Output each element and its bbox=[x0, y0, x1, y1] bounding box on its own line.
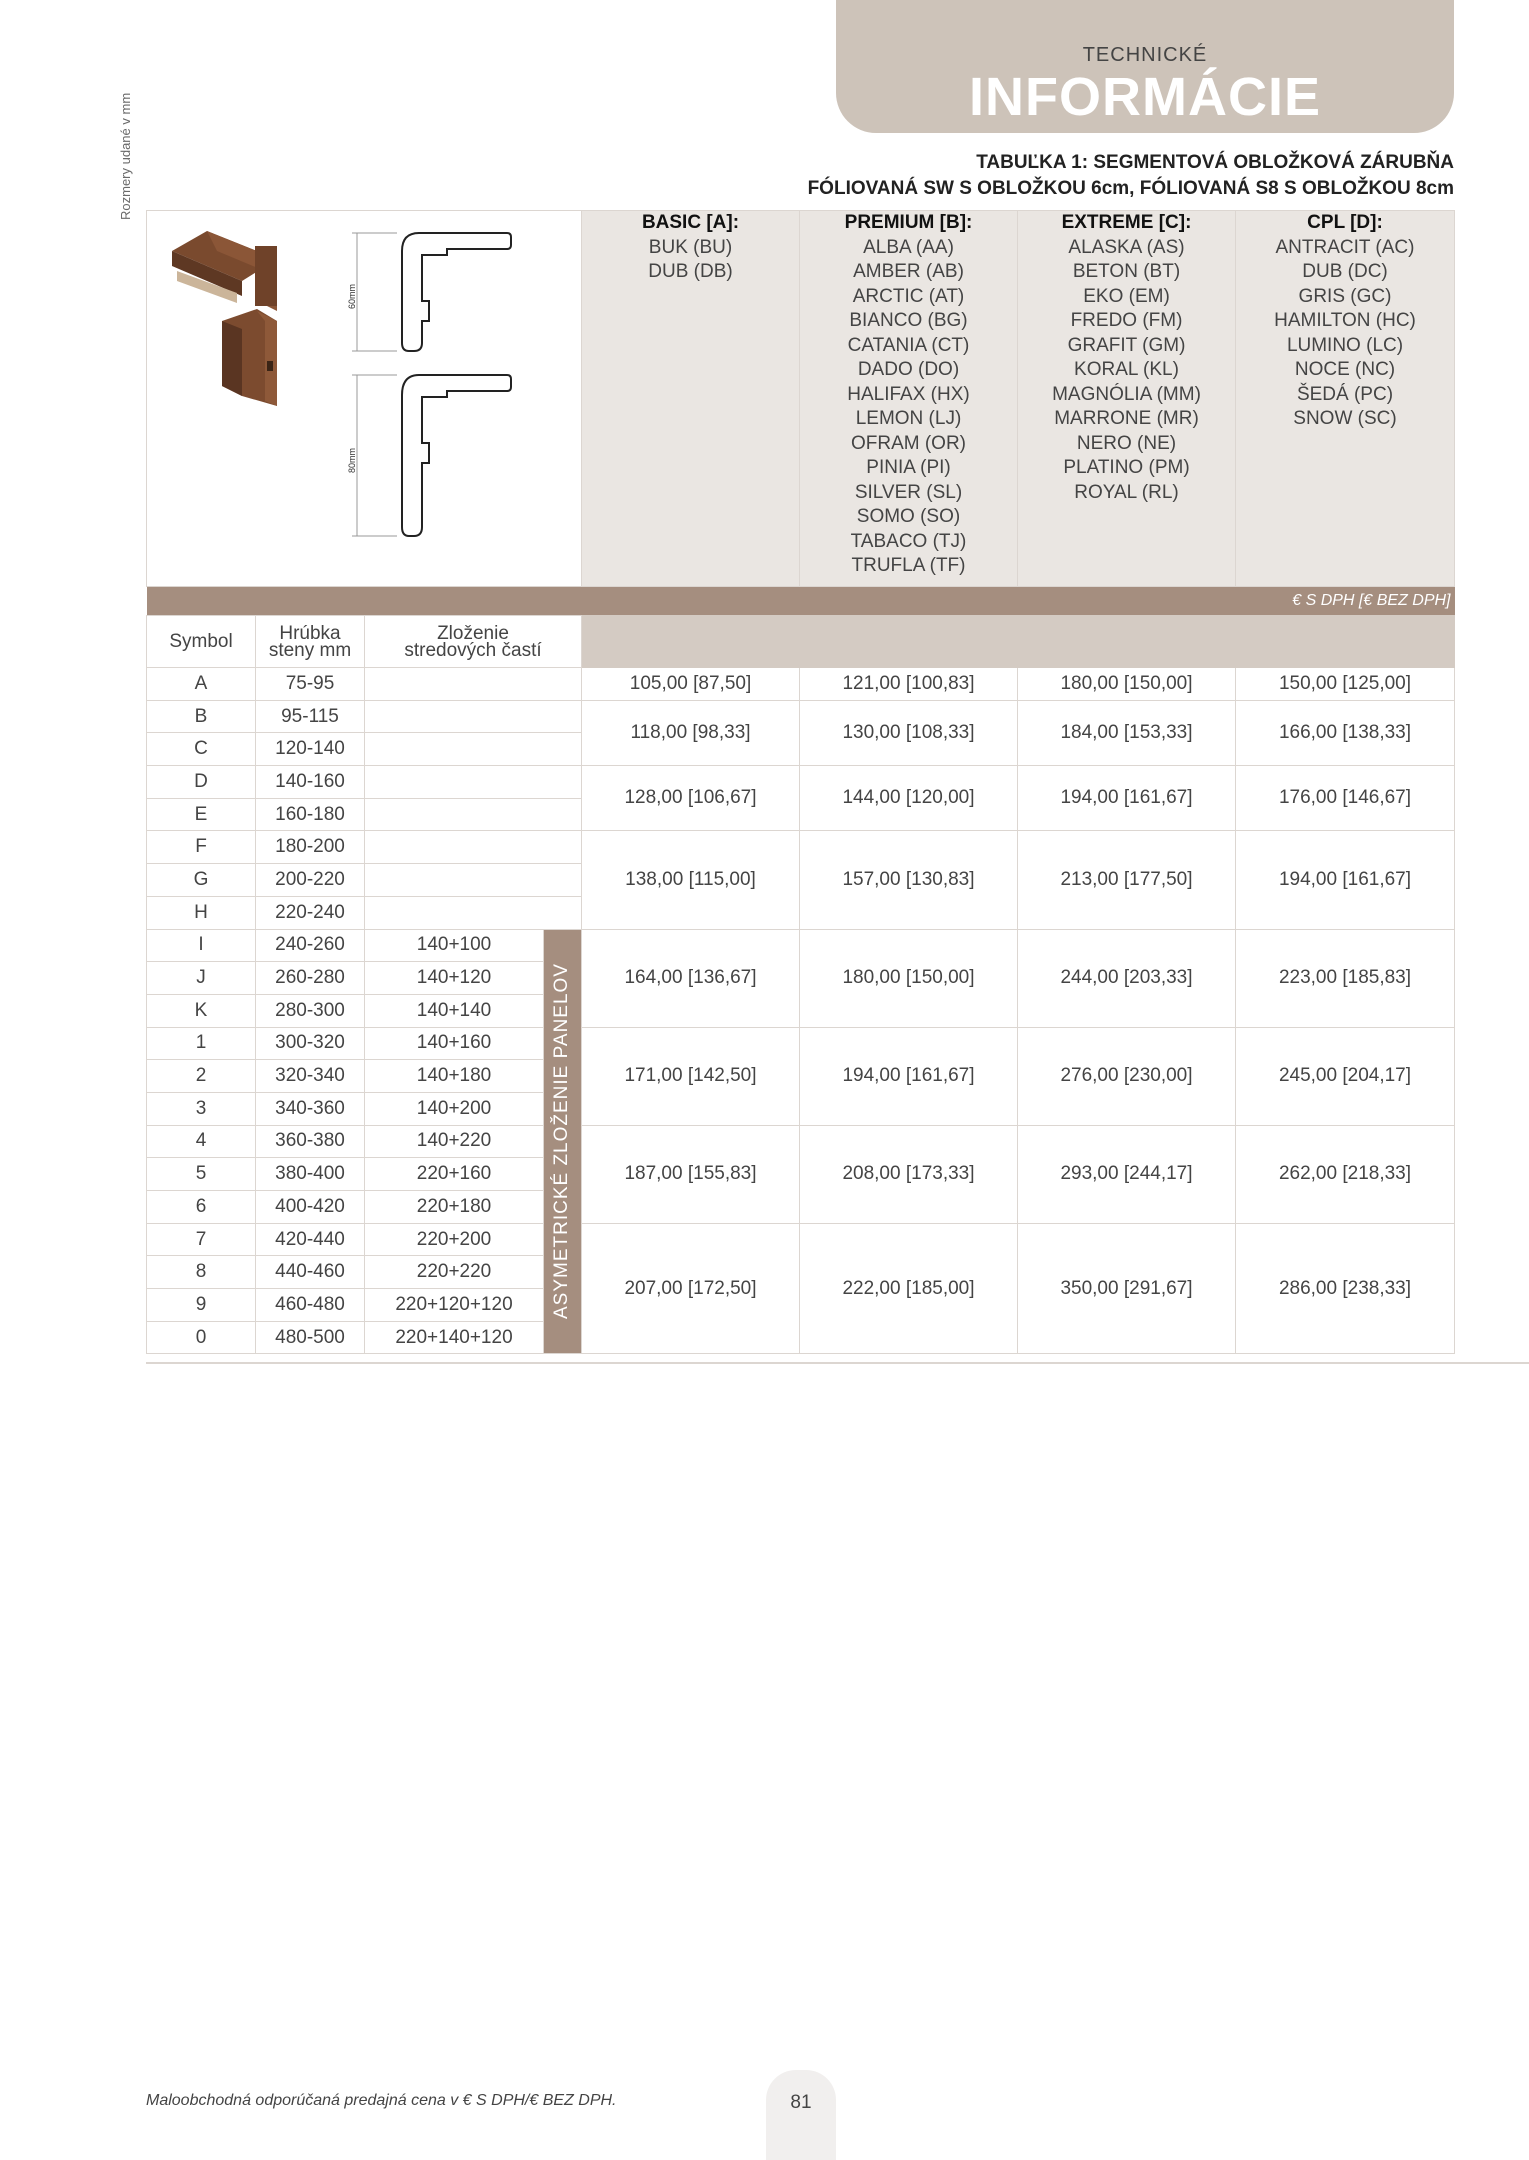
column-header-composition-line-1: Zloženie bbox=[437, 622, 509, 644]
composition-cell bbox=[365, 700, 582, 733]
price-cell: 207,00 [172,50] bbox=[582, 1223, 800, 1354]
composition-cell: 220+220 bbox=[365, 1256, 544, 1289]
price-cell: 208,00 [173,33] bbox=[800, 1125, 1018, 1223]
side-note-units: Rozmery udané v mm bbox=[118, 92, 133, 220]
column-header-thickness bbox=[256, 616, 365, 668]
column-header-blank bbox=[582, 616, 1455, 668]
composition-cell bbox=[365, 798, 582, 831]
price-cell: 121,00 [100,83] bbox=[800, 668, 1018, 701]
composition-cell bbox=[365, 668, 582, 701]
header-subtitle: TECHNICKÉ bbox=[1082, 44, 1208, 66]
price-cell: 293,00 [244,17] bbox=[1018, 1125, 1236, 1223]
composition-cell bbox=[365, 896, 582, 929]
symbol-cell: B bbox=[147, 700, 256, 733]
composition-cell: 140+120 bbox=[365, 962, 544, 995]
table-row bbox=[147, 831, 1455, 864]
symbol-cell: 6 bbox=[147, 1191, 256, 1224]
column-header-row bbox=[147, 616, 1455, 668]
color-variant: KORAL (KL) bbox=[1074, 359, 1179, 380]
color-variant: GRIS (GC) bbox=[1298, 285, 1392, 307]
price-cell: 222,00 [185,00] bbox=[800, 1223, 1018, 1354]
table-title-line-1: TABUĽKA 1: SEGMENTOVÁ OBLOŽKOVÁ ZÁRUBŇA bbox=[976, 152, 1454, 173]
color-variant: AMBER (AB) bbox=[853, 261, 964, 282]
symbol-cell: C bbox=[147, 733, 256, 766]
thickness-cell: 280-300 bbox=[256, 994, 365, 1027]
door-frame-illustration-icon bbox=[147, 211, 582, 581]
symbol-cell: 4 bbox=[147, 1125, 256, 1158]
price-cell: 105,00 [87,50] bbox=[582, 668, 800, 701]
price-cell: 194,00 [161,67] bbox=[1018, 766, 1236, 831]
product-image-cell bbox=[147, 211, 582, 587]
thickness-cell: 420-440 bbox=[256, 1223, 365, 1256]
asymmetric-label-cell bbox=[544, 929, 582, 1354]
composition-cell: 140+180 bbox=[365, 1060, 544, 1093]
color-variant: FREDO (FM) bbox=[1070, 310, 1183, 331]
composition-cell: 140+160 bbox=[365, 1027, 544, 1060]
thickness-cell: 340-360 bbox=[256, 1092, 365, 1125]
color-variant: LEMON (LJ) bbox=[855, 408, 962, 429]
page-number-tab bbox=[766, 2070, 836, 2160]
price-cell: 144,00 [120,00] bbox=[800, 766, 1018, 831]
composition-cell: 140+140 bbox=[365, 994, 544, 1027]
category-column bbox=[800, 211, 1018, 587]
thickness-cell: 200-220 bbox=[256, 864, 365, 897]
column-header-thickness-line-2: steny mm bbox=[268, 639, 352, 661]
thickness-cell: 120-140 bbox=[256, 733, 365, 766]
thickness-cell: 140-160 bbox=[256, 766, 365, 799]
color-variant: CATANIA (CT) bbox=[847, 334, 970, 356]
color-variant: DADO (DO) bbox=[857, 359, 960, 380]
color-variant: DUB (DB) bbox=[648, 261, 733, 282]
composition-cell: 220+120+120 bbox=[365, 1289, 544, 1322]
thickness-cell: 440-460 bbox=[256, 1256, 365, 1289]
asymmetric-label: ASYMETRICKÉ ZLOŽENIE PANELOV bbox=[550, 963, 572, 1320]
color-variant: PLATINO (PM) bbox=[1063, 457, 1190, 478]
column-header-thickness-line-1: Hrúbka bbox=[279, 622, 341, 644]
category-heading: BASIC [A]: bbox=[641, 212, 740, 233]
thickness-cell: 300-320 bbox=[256, 1027, 365, 1060]
category-heading: CPL [D]: bbox=[1307, 212, 1383, 233]
color-variant: GRAFIT (GM) bbox=[1067, 334, 1186, 356]
thickness-cell: 160-180 bbox=[256, 798, 365, 831]
thickness-cell: 220-240 bbox=[256, 896, 365, 929]
price-cell: 164,00 [136,67] bbox=[582, 929, 800, 1027]
color-variant: NERO (NE) bbox=[1076, 432, 1177, 454]
thickness-cell: 95-115 bbox=[256, 700, 365, 733]
category-column bbox=[1236, 211, 1455, 587]
price-cell: 130,00 [108,33] bbox=[800, 700, 1018, 765]
footer-note: Maloobchodná odporúčaná predajná cena v € S DPH/€ BEZ DPH. bbox=[146, 2092, 617, 2109]
symbol-cell: 8 bbox=[147, 1256, 256, 1289]
composition-cell bbox=[365, 733, 582, 766]
table-title-line-2: FÓLIOVANÁ SW S OBLOŽKOU 6cm, FÓLIOVANÁ S8 S OBLOŽKOU 8cm bbox=[807, 178, 1454, 199]
color-variant: BETON (BT) bbox=[1072, 261, 1181, 282]
price-cell: 128,00 [106,67] bbox=[582, 766, 800, 831]
price-cell: 118,00 [98,33] bbox=[582, 700, 800, 765]
symbol-cell: 1 bbox=[147, 1027, 256, 1060]
table-row bbox=[147, 929, 1455, 962]
composition-cell: 220+200 bbox=[365, 1223, 544, 1256]
composition-cell: 140+200 bbox=[365, 1092, 544, 1125]
symbol-cell: I bbox=[147, 929, 256, 962]
table-row bbox=[147, 700, 1455, 733]
section-header bbox=[836, 0, 1454, 133]
composition-cell bbox=[365, 766, 582, 799]
page-number: 81 bbox=[790, 2092, 812, 2113]
price-cell: 194,00 [161,67] bbox=[1236, 831, 1455, 929]
thickness-cell: 240-260 bbox=[256, 929, 365, 962]
price-cell: 244,00 [203,33] bbox=[1018, 929, 1236, 1027]
symbol-cell: G bbox=[147, 864, 256, 897]
table-row bbox=[147, 766, 1455, 799]
symbol-cell: J bbox=[147, 962, 256, 995]
divider-line bbox=[146, 1362, 1529, 1364]
price-band-label: € S DPH [€ BEZ DPH] bbox=[147, 587, 1455, 616]
symbol-cell: H bbox=[147, 896, 256, 929]
color-variant: BIANCO (BG) bbox=[849, 310, 968, 331]
price-cell: 276,00 [230,00] bbox=[1018, 1027, 1236, 1125]
table-row bbox=[147, 1125, 1455, 1158]
thickness-cell: 260-280 bbox=[256, 962, 365, 995]
color-variant: ANTRACIT (AC) bbox=[1275, 236, 1415, 258]
color-variant: ALBA (AA) bbox=[863, 236, 954, 258]
color-variant: HALIFAX (HX) bbox=[847, 383, 970, 405]
table-row bbox=[147, 668, 1455, 701]
composition-cell: 220+160 bbox=[365, 1158, 544, 1191]
header-title: INFORMÁCIE bbox=[969, 67, 1321, 127]
color-variant: ALASKA (AS) bbox=[1068, 236, 1185, 258]
symbol-cell: E bbox=[147, 798, 256, 831]
table-row bbox=[147, 1223, 1455, 1256]
column-header-composition-line-2: stredových častí bbox=[404, 639, 542, 661]
color-variant: DUB (DC) bbox=[1302, 261, 1388, 282]
thickness-cell: 75-95 bbox=[256, 668, 365, 701]
symbol-cell: K bbox=[147, 994, 256, 1027]
color-variant: PINIA (PI) bbox=[866, 457, 951, 478]
thickness-cell: 480-500 bbox=[256, 1321, 365, 1354]
price-cell: 180,00 [150,00] bbox=[800, 929, 1018, 1027]
color-variant: MAGNÓLIA (MM) bbox=[1052, 383, 1201, 405]
column-header-symbol: Symbol bbox=[147, 616, 256, 668]
color-variant: SOMO (SO) bbox=[856, 506, 961, 527]
table-title bbox=[554, 150, 1454, 202]
color-variant: ARCTIC (AT) bbox=[852, 285, 965, 307]
symbol-cell: 3 bbox=[147, 1092, 256, 1125]
thickness-cell: 460-480 bbox=[256, 1289, 365, 1322]
symbol-cell: 5 bbox=[147, 1158, 256, 1191]
thickness-cell: 400-420 bbox=[256, 1191, 365, 1224]
price-band-row bbox=[147, 587, 1455, 616]
category-column bbox=[582, 211, 800, 587]
symbol-cell: D bbox=[147, 766, 256, 799]
price-cell: 223,00 [185,83] bbox=[1236, 929, 1455, 1027]
color-variant: HAMILTON (HC) bbox=[1274, 310, 1416, 331]
symbol-cell: F bbox=[147, 831, 256, 864]
symbol-cell: 2 bbox=[147, 1060, 256, 1093]
symbol-cell: 7 bbox=[147, 1223, 256, 1256]
price-cell: 187,00 [155,83] bbox=[582, 1125, 800, 1223]
price-cell: 166,00 [138,33] bbox=[1236, 700, 1455, 765]
color-variant: EKO (EM) bbox=[1083, 285, 1170, 307]
color-variant: ROYAL (RL) bbox=[1074, 481, 1179, 503]
thickness-cell: 380-400 bbox=[256, 1158, 365, 1191]
color-variant: SILVER (SL) bbox=[854, 481, 963, 503]
thickness-cell: 180-200 bbox=[256, 831, 365, 864]
price-cell: 180,00 [150,00] bbox=[1018, 668, 1236, 701]
price-cell: 350,00 [291,67] bbox=[1018, 1223, 1236, 1354]
price-cell: 150,00 [125,00] bbox=[1236, 668, 1455, 701]
category-heading: PREMIUM [B]: bbox=[844, 212, 973, 233]
color-variant: ŠEDÁ (PC) bbox=[1296, 383, 1394, 405]
price-cell: 194,00 [161,67] bbox=[800, 1027, 1018, 1125]
column-header-composition bbox=[365, 616, 582, 668]
color-variant: LUMINO (LC) bbox=[1286, 334, 1404, 356]
category-heading: EXTREME [C]: bbox=[1061, 212, 1192, 233]
price-cell: 213,00 [177,50] bbox=[1018, 831, 1236, 929]
price-cell: 286,00 [238,33] bbox=[1236, 1223, 1455, 1354]
color-variant: TABACO (TJ) bbox=[850, 530, 967, 552]
composition-cell: 140+220 bbox=[365, 1125, 544, 1158]
drawing-label-top: 60mm bbox=[347, 283, 357, 309]
price-table bbox=[146, 210, 1455, 1354]
symbol-cell: A bbox=[147, 668, 256, 701]
composition-cell bbox=[365, 831, 582, 864]
color-variant: TRUFLA (TF) bbox=[851, 555, 966, 576]
price-cell: 262,00 [218,33] bbox=[1236, 1125, 1455, 1223]
price-cell: 176,00 [146,67] bbox=[1236, 766, 1455, 831]
composition-cell bbox=[365, 864, 582, 897]
symbol-cell: 0 bbox=[147, 1321, 256, 1354]
symbol-cell: 9 bbox=[147, 1289, 256, 1322]
price-cell: 138,00 [115,00] bbox=[582, 831, 800, 929]
price-cell: 184,00 [153,33] bbox=[1018, 700, 1236, 765]
color-variant: OFRAM (OR) bbox=[850, 432, 967, 454]
color-variant: NOCE (NC) bbox=[1294, 359, 1396, 380]
composition-cell: 220+180 bbox=[365, 1191, 544, 1224]
price-cell: 157,00 [130,83] bbox=[800, 831, 1018, 929]
price-cell: 245,00 [204,17] bbox=[1236, 1027, 1455, 1125]
color-variant: SNOW (SC) bbox=[1293, 408, 1397, 429]
drawing-label-bottom: 80mm bbox=[347, 447, 357, 473]
color-variant: BUK (BU) bbox=[648, 236, 733, 258]
category-row bbox=[147, 211, 1455, 587]
thickness-cell: 360-380 bbox=[256, 1125, 365, 1158]
category-column bbox=[1018, 211, 1236, 587]
color-variant: MARRONE (MR) bbox=[1054, 408, 1199, 429]
price-cell: 171,00 [142,50] bbox=[582, 1027, 800, 1125]
thickness-cell: 320-340 bbox=[256, 1060, 365, 1093]
table-row bbox=[147, 1027, 1455, 1060]
composition-cell: 220+140+120 bbox=[365, 1321, 544, 1354]
composition-cell: 140+100 bbox=[365, 929, 544, 962]
